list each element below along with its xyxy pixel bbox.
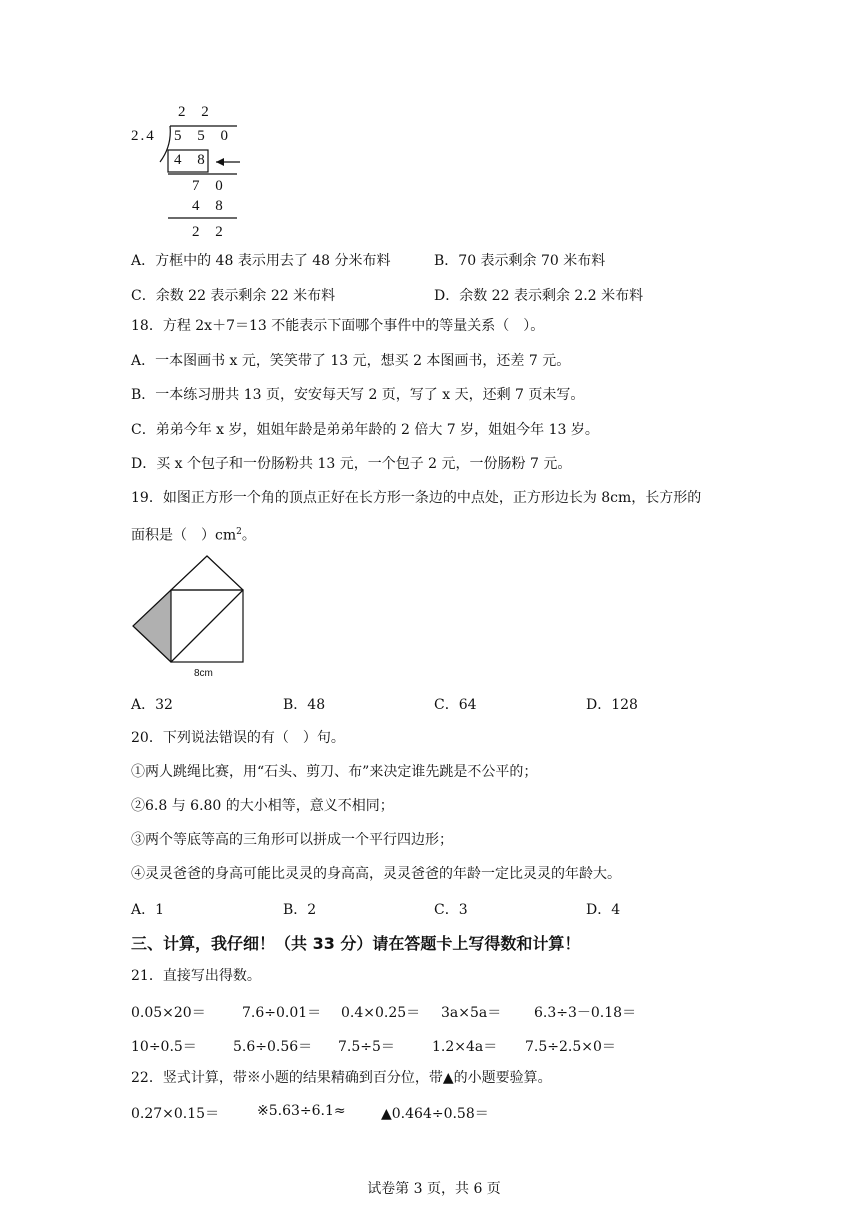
q18-option-c: C．弟弟今年 x 岁，姐姐年龄是弟弟年龄的 2 倍大 7 岁，姐姐今年 13 岁。 (131, 422, 599, 438)
q20-item-4: ④灵灵爸爸的身高可能比灵灵的身高高，灵灵爸爸的年龄一定比灵灵的年龄大。 (131, 866, 621, 882)
q19-stem-line2 (131, 522, 256, 546)
q22-stem: 22．竖式计算，带※小题的结果精确到百分位，带▲的小题要验算。 (131, 1070, 552, 1086)
q20-item-2: ②6.8 与 6.80 的大小相等，意义不相同； (131, 798, 394, 814)
q21-row1-item-3: 0.4×0.25＝ (341, 1005, 421, 1021)
q17-option-d: D．余数 22 表示剩余 2.2 米布料 (434, 288, 644, 304)
division-dividend: 5 5 0 (174, 128, 234, 144)
section-3-title: 三、计算，我仔细！（共 33 分）请在答题卡上写得数和计算！ (131, 934, 581, 953)
q19-option-a: A．32 (131, 697, 173, 713)
division-quotient: 2 2 (178, 104, 215, 120)
q22-item-3: ▲0.464÷0.58＝ (381, 1106, 489, 1122)
q19-stem-text: 面积是（ ）cm (131, 527, 237, 544)
q20-option-c: C．3 (434, 902, 468, 918)
q19-stem-end: 。 (241, 527, 256, 544)
q20-stem: 20．下列说法错误的有（ ）句。 (131, 730, 345, 746)
q18-option-b: B．一本练习册共 13 页，安安每天写 2 页，写了 x 天，还剩 7 页未写。 (131, 387, 585, 403)
shaded-triangle (133, 590, 171, 662)
q22-item-1: 0.27×0.15＝ (131, 1106, 220, 1122)
q21-row2-item-4: 1.2×4a＝ (432, 1039, 498, 1055)
q17-option-a: A．方框中的 48 表示用去了 48 分米布料 (131, 253, 391, 269)
division-boxed-number: 4 8 (174, 152, 211, 168)
q20-option-a: A．1 (131, 902, 165, 918)
q21-row1-item-1: 0.05×20＝ (131, 1005, 206, 1021)
division-remainder-1: 7 0 (192, 178, 229, 194)
q18-stem: 18．方程 2x＋7＝13 不能表示下面哪个事件中的等量关系（ ）。 (131, 318, 545, 334)
q19-option-c: C．64 (434, 697, 477, 713)
q21-row1-item-5: 6.3÷3－0.18＝ (534, 1005, 637, 1021)
q20-option-b: B．2 (283, 902, 317, 918)
q19-stem-line1: 19．如图正方形一个角的顶点正好在长方形一条边的中点处，正方形边长为 8cm，长方形的 (131, 490, 702, 506)
q20-item-1: ①两人跳绳比赛，用“石头、剪刀、布”来决定谁先跳是不公平的； (131, 764, 538, 780)
q18-option-d: D．买 x 个包子和一份肠粉共 13 元，一个包子 2 元，一份肠粉 7 元。 (131, 456, 572, 472)
q21-row2-item-2: 5.6÷0.56＝ (233, 1039, 313, 1055)
q21-stem: 21．直接写出得数。 (131, 968, 261, 984)
q21-row1-item-2: 7.6÷0.01＝ (242, 1005, 322, 1021)
q21-row2-item-3: 7.5÷5＝ (338, 1039, 395, 1055)
q19-geometry-figure (125, 550, 255, 685)
q17-option-c: C．余数 22 表示剩余 22 米布料 (131, 288, 336, 304)
q19-option-b: B．48 (283, 697, 326, 713)
q19-option-d: D．128 (586, 697, 638, 713)
q19-unit-exponent: 2 (236, 527, 242, 537)
division-divisor: 2.4 (131, 128, 156, 144)
division-subtract-2: 4 8 (192, 198, 229, 214)
q18-option-a: A．一本图画书 x 元，笑笑带了 13 元，想买 2 本图画书，还差 7 元。 (131, 353, 571, 369)
page-footer: 试卷第 3 页，共 6 页 (367, 1181, 501, 1197)
q20-item-3: ③两个等底等高的三角形可以拼成一个平行四边形； (131, 832, 453, 848)
q21-row2-item-1: 10÷0.5＝ (131, 1039, 197, 1055)
q21-row1-item-4: 3a×5a＝ (441, 1005, 502, 1021)
q20-option-d: D．4 (586, 902, 621, 918)
q17-option-b: B．70 表示剩余 70 米布料 (434, 253, 606, 269)
q19-figure-label: 8cm (194, 668, 213, 679)
q22-item-2: ※5.63÷6.1≈ (257, 1103, 346, 1119)
division-remainder: 2 2 (192, 224, 229, 240)
q21-row2-item-5: 7.5÷2.5×0＝ (525, 1039, 616, 1055)
division-lines (140, 118, 250, 228)
